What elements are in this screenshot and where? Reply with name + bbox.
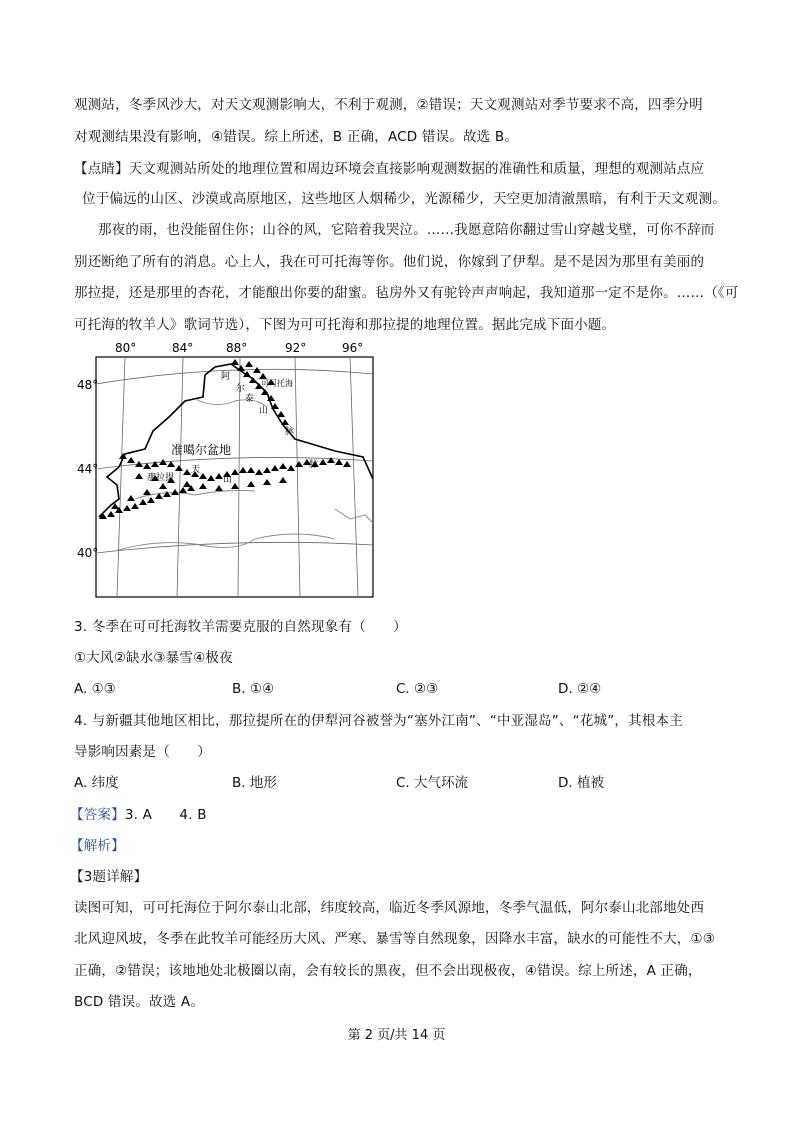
q3-option-d[interactable]: D. ②④	[558, 681, 602, 697]
text-line: 可托海的牧羊人》歌词节选），下图为可可托海和那拉提的地理位置。据此完成下面小题。	[74, 317, 616, 333]
explanation-line: 读图可知，可可托海位于阿尔泰山北部，纬度较高，临近冬季风源地，冬季气温低，阿尔泰山北部地处西	[74, 900, 705, 916]
place-label-altai: 泰	[245, 394, 255, 404]
location-map	[77, 339, 385, 601]
place-label-altai: 山	[259, 406, 269, 416]
question-4-stem: 导影响因素是（ ）	[74, 744, 211, 760]
text-line: 对观测结果没有影响，④错误。综上所述，B 正确，ACD 错误。故选 B。	[74, 129, 519, 145]
question-3-stem: 3. 冬季在可可托海牧羊需要克服的自然现象有（ ）	[74, 619, 407, 635]
lon-label: 84°	[172, 341, 194, 355]
place-label-tianshan: 脉	[309, 460, 319, 470]
place-label-nalati: 那拉提	[147, 473, 175, 483]
answer-text: 3. A 4. B	[124, 807, 207, 823]
analysis-label: 【解析】	[70, 838, 125, 854]
answer-line	[70, 805, 207, 825]
place-label-tianshan: 山	[223, 475, 233, 485]
q4-option-b[interactable]: B. 地形	[232, 775, 277, 791]
place-label-basin: 准噶尔盆地	[171, 443, 232, 457]
explanation-line: 北风迎风坡，冬季在此牧羊可能经历大风、严寒、暴雪等自然现象，因降水丰富，缺水的可能性不大，①③	[74, 931, 716, 947]
explanation-line: BCD 错误。故选 A。	[74, 994, 205, 1010]
q3-option-b[interactable]: B. ①④	[232, 681, 275, 697]
answer-label: 【答案】	[70, 807, 125, 823]
question-4-stem: 4. 与新疆其他地区相比，那拉提所在的伊犁河谷被誉为“塞外江南”、“中亚湿岛”、“花城”，其根本主	[74, 713, 683, 729]
q4-option-d[interactable]: D. 植被	[558, 775, 604, 791]
q4-option-c[interactable]: C. 大气环流	[396, 775, 469, 791]
place-label-altai: 阿	[221, 372, 231, 382]
lon-label: 80°	[115, 341, 137, 355]
place-label-keketuohai: 可可托海	[261, 379, 293, 388]
question-3-items: ①大风②缺水③暴雪④极夜	[74, 650, 233, 666]
text-line: 那夜的雨，也没能留住你；山谷的风，它陪着我哭泣。……我愿意陪你翻过雪山穿越戈壁，可你不辞而	[98, 222, 715, 238]
text-line: 观测站，冬季风沙大，对天文观测影响大，不利于观测，②错误；天文观测站对季节要求不高，四季分明	[74, 97, 703, 113]
lon-label: 96°	[342, 341, 364, 355]
q3-option-c[interactable]: C. ②③	[396, 681, 439, 697]
text-line: 别还断绝了所有的消息。心上人，我在可可托海等你。他们说，你嫁到了伊犁。是不是因为那里有美丽的	[74, 254, 705, 270]
lat-label: 40°	[77, 546, 99, 560]
lat-label: 44°	[77, 462, 99, 476]
place-label-altai: 尔	[236, 384, 246, 394]
tip-line: 【点睛】天文观测站所处的地理位置和周边环境会直接影响观测数据的准确性和质量，理想的观测站点应	[74, 161, 705, 177]
detail-label: 【3题详解】	[70, 869, 148, 885]
page-footer: 第 2 页/共 14 页	[347, 1028, 446, 1043]
text-line: 位于偏远的山区、沙漠或高原地区，这些地区人烟稀少，光源稀少，天空更加清澈黑暗，有利于天文观测。	[82, 191, 726, 207]
text-line: 那拉提，还是那里的杏花，才能酿出你要的甜蜜。毡房外又有驼铃声声响起，我知道那一定不是你。……（《可	[74, 285, 739, 301]
lon-label: 88°	[226, 341, 248, 355]
place-label-tianshan: 天	[191, 465, 201, 475]
place-label-altai: 脉	[285, 427, 295, 437]
lat-label: 48°	[77, 378, 99, 392]
q3-option-a[interactable]: A. ①③	[74, 681, 116, 697]
lon-label: 92°	[285, 341, 307, 355]
q4-option-a[interactable]: A. 纬度	[74, 775, 119, 791]
explanation-line: 正确，②错误；该地地处北极圈以南，会有较长的黑夜，但不会出现极夜，④错误。综上所述，A 正确，	[74, 963, 702, 979]
